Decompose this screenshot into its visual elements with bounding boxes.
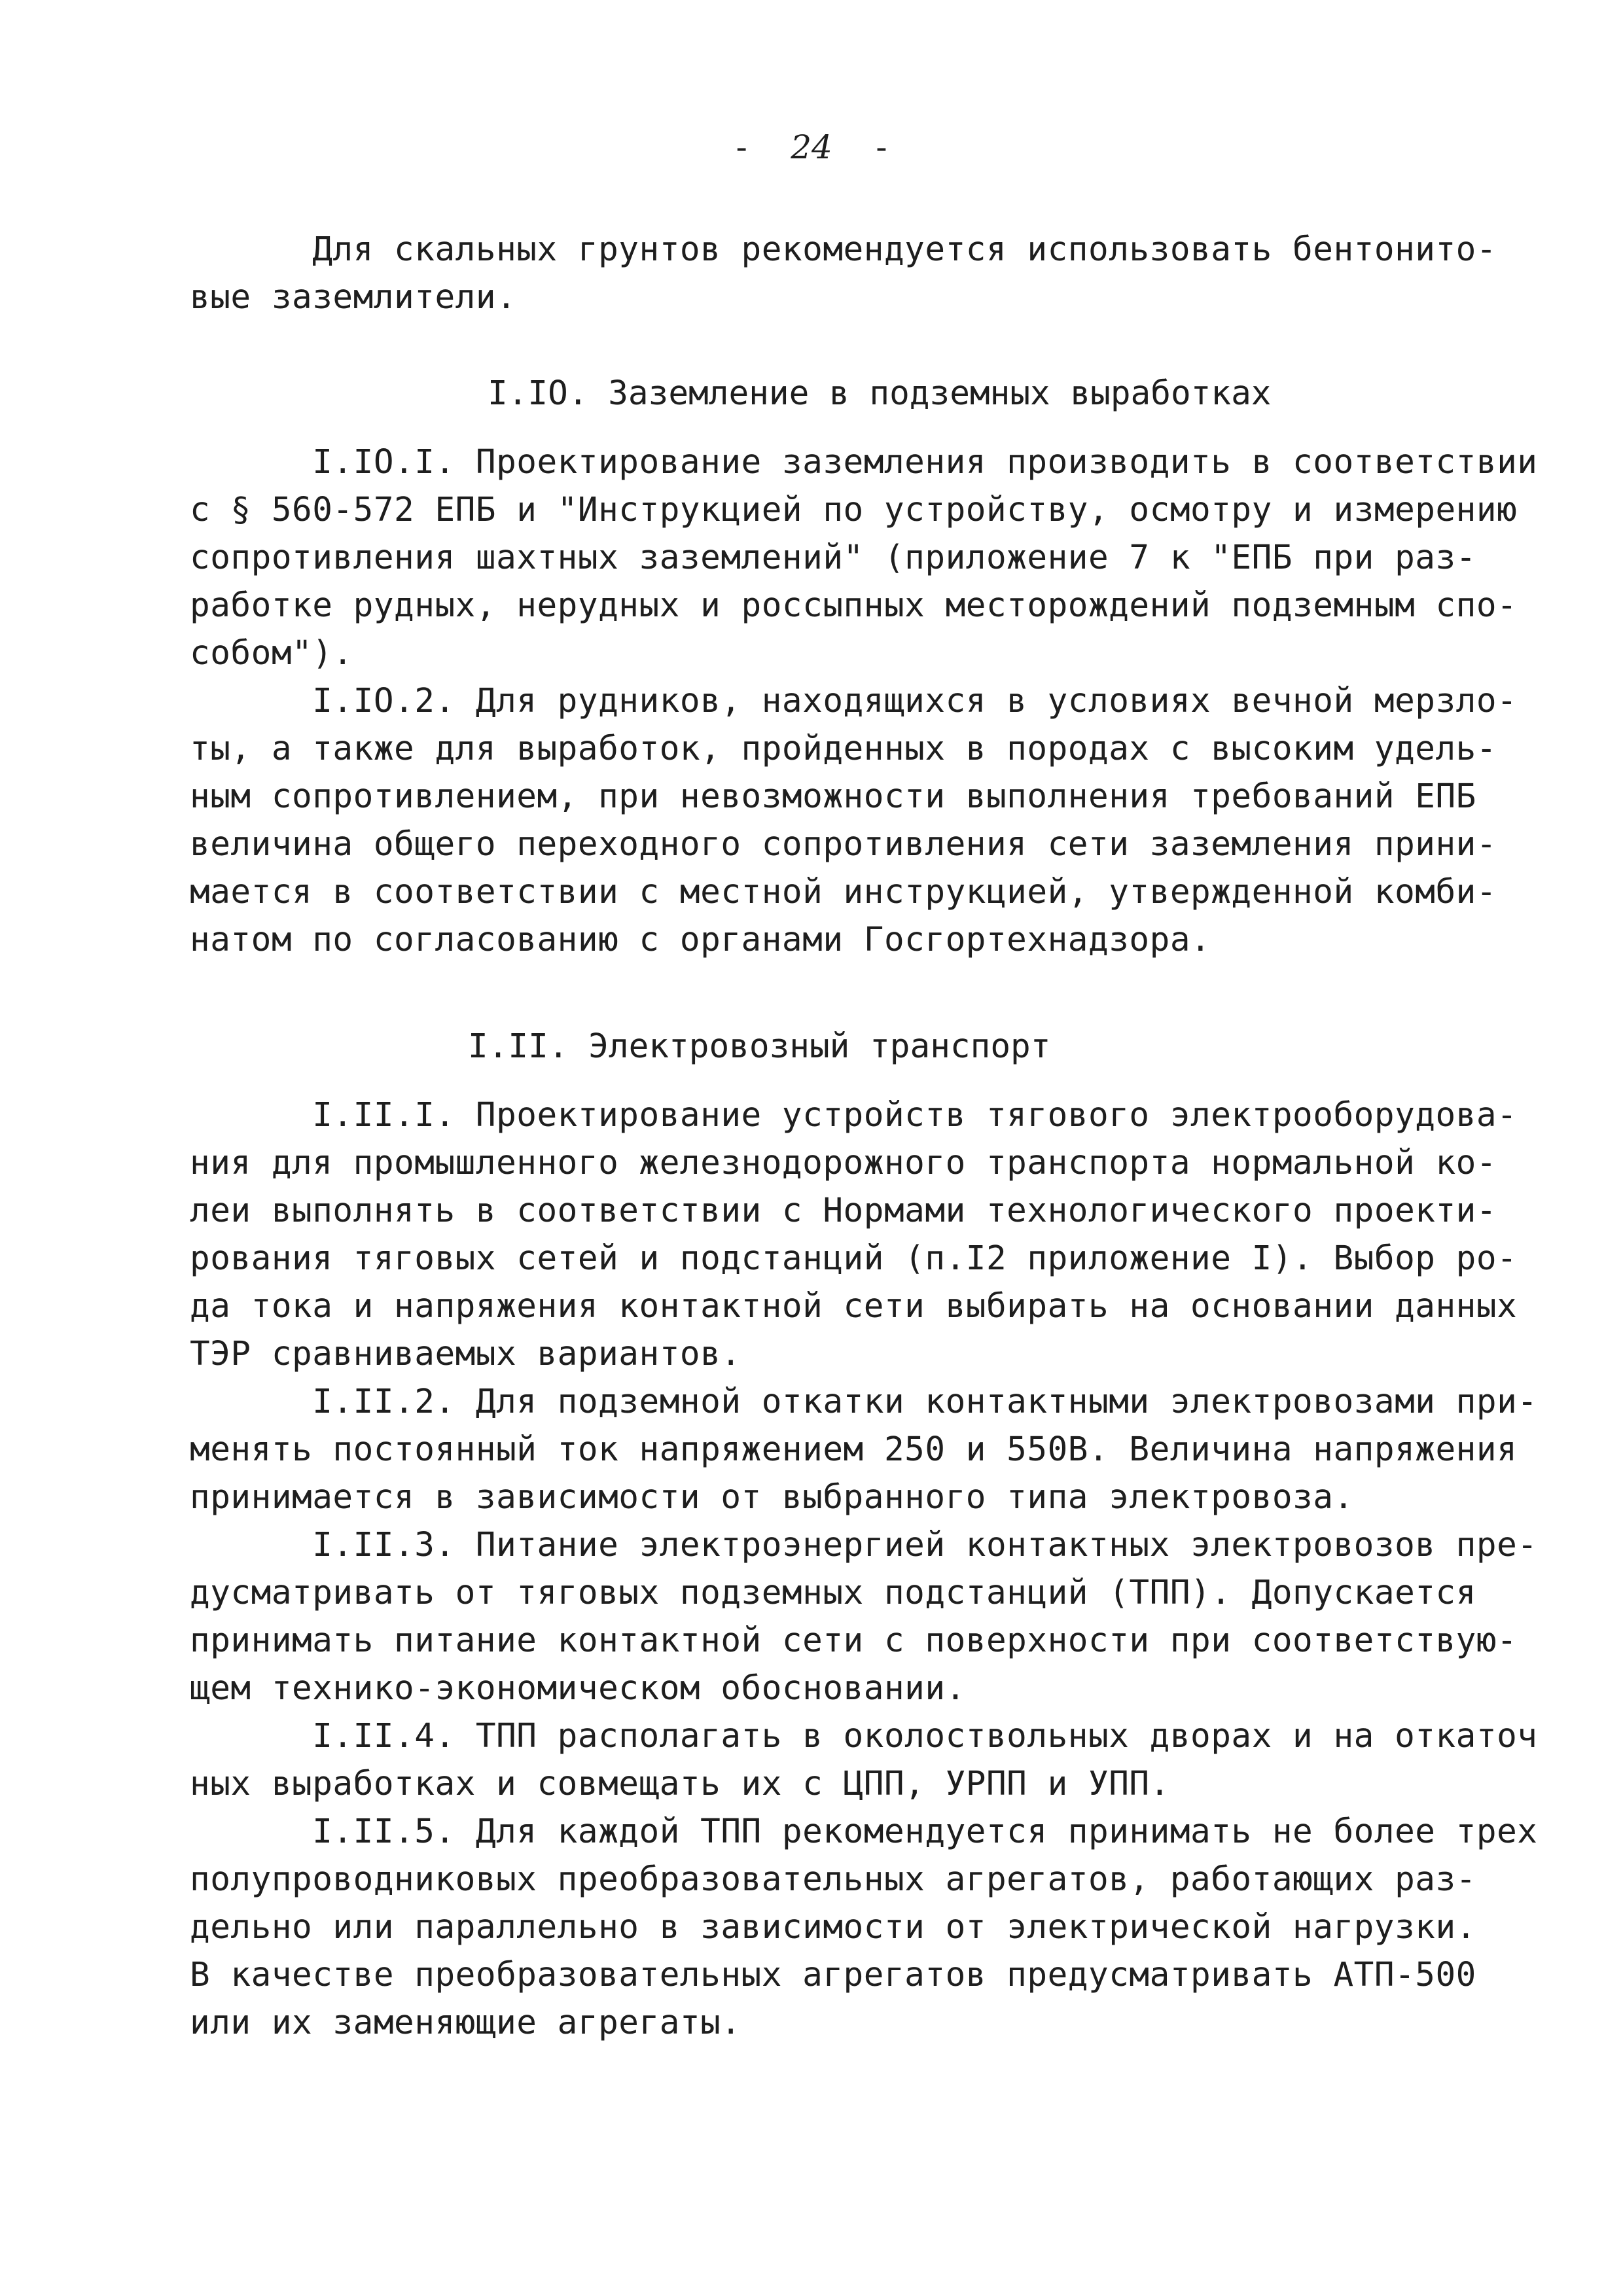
- body-line: или их заменяющие агрегаты.: [190, 2004, 741, 2042]
- body-line: щем технико-экономическом обосновании.: [190, 1669, 966, 1708]
- body-line: полупроводниковых преобразовательных агрегатов, работающих раз-: [190, 1860, 1476, 1899]
- intro-line: Для скальных грунтов рекомендуется использовать бентонито-: [190, 230, 1497, 269]
- section-1-11-body: [190, 1091, 1538, 2047]
- body-line: принимается в зависимости от выбранного типа электровоза.: [190, 1478, 1354, 1517]
- body-line: I.IO.I. Проектирование заземления производить в соответствии: [190, 443, 1538, 482]
- body-line: да тока и напряжения контактной сети выбирать на основании данных: [190, 1287, 1518, 1326]
- body-line: рования тяговых сетей и подстанций (п.I2 приложение I). Выбор ро-: [190, 1239, 1518, 1278]
- body-line: ты, а также для выработок, пройденных в породах с высоким удель-: [190, 730, 1497, 768]
- body-line: I.II.4. ТПП располагать в околоствольных дворах и на откаточ: [190, 1717, 1538, 1756]
- intro-line: вые заземлители.: [190, 278, 517, 317]
- body-line: В качестве преобразовательных агрегатов предусматривать АТП-500: [190, 1956, 1476, 1994]
- body-line: ТЭР сравниваемых вариантов.: [190, 1335, 741, 1373]
- body-line: величина общего переходного сопротивления сети заземления прини-: [190, 825, 1497, 864]
- body-line: дусматривать от тяговых подземных подстанций (ТПП). Допускается: [190, 1574, 1476, 1612]
- body-line: I.II.2. Для подземной откатки контактными электровозами при-: [190, 1383, 1538, 1421]
- body-line: сопротивления шахтных заземлений" (приложение 7 к "ЕПБ при раз-: [190, 539, 1476, 577]
- body-line: I.II.3. Питание электроэнергией контактных электровозов пре-: [190, 1526, 1538, 1564]
- body-line: ния для промышленного железнодорожного транспорта нормальной ко-: [190, 1144, 1497, 1182]
- body-line: I.II.5. Для каждой ТПП рекомендуется принимать не более трех: [190, 1812, 1538, 1851]
- body-line: натом по согласованию с органами Госгортехнадзора.: [190, 921, 1211, 959]
- intro-paragraph: [190, 226, 1505, 321]
- section-1-10-body: [190, 438, 1538, 964]
- body-line: собом").: [190, 634, 353, 673]
- page-number-dash-left: -: [732, 128, 752, 166]
- body-line: ных выработках и совмещать их с ЦПП, УРПП и УПП.: [190, 1765, 1170, 1803]
- section-heading-1-10: I.IO. Заземление в подземных выработках: [488, 374, 1272, 413]
- page-number-value: 24: [791, 128, 832, 166]
- body-line: ным сопротивлением, при невозможности выполнения требований ЕПБ: [190, 777, 1476, 816]
- body-line: леи выполнять в соответствии с Нормами технологического проекти-: [190, 1192, 1497, 1230]
- section-heading-1-11: I.II. Электровозный транспорт: [468, 1027, 1051, 1066]
- body-line: I.IO.2. Для рудников, находящихся в условиях вечной мерзло-: [190, 682, 1518, 720]
- body-line: принимать питание контактной сети с поверхности при соответствую-: [190, 1621, 1518, 1660]
- body-line: дельно или параллельно в зависимости от электрической нагрузки.: [190, 1908, 1476, 1947]
- body-line: I.II.I. Проектирование устройств тягового электрооборудова-: [190, 1096, 1518, 1135]
- body-line: мается в соответствии с местной инструкцией, утвержденной комби-: [190, 873, 1497, 911]
- body-line: менять постоянный ток напряжением 250 и 550В. Величина напряжения: [190, 1430, 1518, 1469]
- page-number: [0, 128, 1623, 167]
- page-number-dash-right: -: [871, 128, 891, 166]
- body-line: с § 560-572 ЕПБ и "Инструкцией по устройству, осмотру и измерению: [190, 491, 1518, 529]
- body-line: работке рудных, нерудных и россыпных месторождений подземным спо-: [190, 586, 1518, 625]
